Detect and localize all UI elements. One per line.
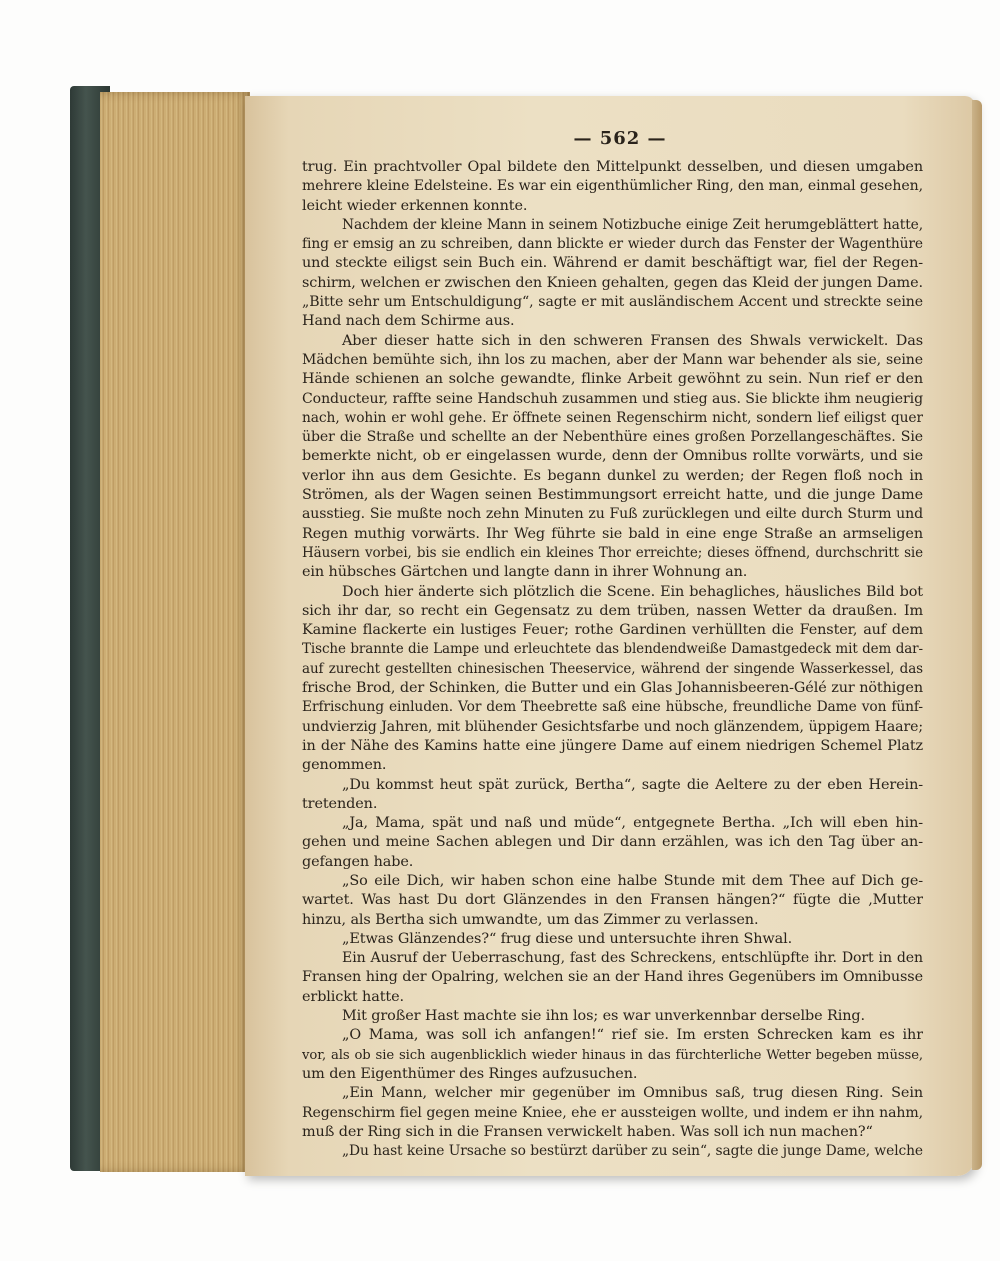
page-block-edges bbox=[100, 92, 250, 1172]
text-line: trug. Ein prachtvoller Opal bildete den Mittelpunkt desselben, und diesen umgaben bbox=[302, 159, 923, 175]
text-line: muß der Ring sich in die Fransen verwickelt haben. Was soll ich nun machen?“ bbox=[302, 1123, 873, 1140]
text-line: „O Mama, was soll ich anfangen!“ rief sie. Im ersten Schrecken kam es ihr bbox=[342, 1027, 923, 1044]
text-line: erblickt hatte. bbox=[302, 988, 404, 1005]
text-line: sich ihr dar, so recht ein Gegensatz zu dem trüben, nassen Wetter da draußen. Im bbox=[302, 602, 923, 619]
text-line: Conducteur, raffte seine Handschuh zusammen und stieg aus. Sie blickte ihm neugierig bbox=[302, 390, 923, 407]
text-line: über die Straße und schellte an der Nebenthüre eines großen Porzellangeschäftes. Sie bbox=[302, 429, 923, 446]
page-right-edge bbox=[972, 100, 982, 1170]
body-text bbox=[302, 158, 923, 1161]
text-line: Doch hier änderte sich plötzlich die Scene. Ein behagliches, häusliches Bild bot bbox=[342, 583, 923, 600]
text-line: Regen muthig vorwärts. Ihr Weg führte sie bald in eine enge Straße an armseligen bbox=[302, 525, 923, 542]
text-line: Hand nach dem Schirme aus. bbox=[302, 313, 515, 330]
text-line: „Bitte sehr um Entschuldigung“, sagte er mit ausländischem Accent und streckte seine bbox=[302, 294, 923, 311]
text-line: um den Eigenthümer des Ringes aufzusuchen. bbox=[302, 1065, 638, 1082]
text-line: in der Nähe des Kamins hatte eine jüngere Dame auf einem niedrigen Schemel Platz bbox=[302, 737, 923, 754]
text-line: vor, als ob sie sich augenblicklich wieder hinaus in das fürchterliche Wetter begeben müsse, bbox=[302, 1047, 923, 1063]
text-line: tretenden. bbox=[302, 795, 378, 812]
page-number: — 562 — bbox=[573, 128, 667, 149]
text-line: und steckte eiligst sein Buch ein. Während er damit beschäftigt war, fiel der Regen- bbox=[302, 255, 923, 272]
text-line: schirm, welchen er zwischen den Knieen gehalten, gegen das Kleid der jungen Dame. bbox=[302, 274, 923, 291]
text-line: „Ja, Mama, spät und naß und müde“, entgegnete Bertha. „Ich will eben hin- bbox=[342, 815, 923, 832]
text-line: „Du kommst heut spät zurück, Bertha“, sagte die Aeltere zu der eben Herein- bbox=[342, 776, 923, 793]
text-line: Strömen, als der Wagen seinen Bestimmungsort erreicht hatte, und die junge Dame bbox=[302, 487, 923, 504]
text-line: Mädchen bemühte sich, ihn los zu machen, aber der Mann war behender als sie, seine bbox=[302, 351, 923, 368]
text-line: Kamine flackerte ein lustiges Feuer; rothe Gardinen verhüllten die Fenster, auf dem bbox=[302, 622, 923, 639]
text-line: bemerkte nicht, ob er eingelassen wurde, denn der Omnibus rollte vorwärts, und sie bbox=[302, 448, 923, 465]
text-line: hinzu, als Bertha sich umwandte, um das Zimmer zu verlassen. bbox=[302, 911, 759, 928]
text-line: „So eile Dich, wir haben schon eine halbe Stunde mit dem Thee auf Dich ge- bbox=[342, 872, 923, 889]
text-line: mehrere kleine Edelsteine. Es war ein eigenthümlicher Ring, den man, einmal gesehen, bbox=[302, 178, 923, 195]
text-line: Erfrischung einluden. Vor dem Theebrette saß eine hübsche, freundliche Dame von fünf- bbox=[302, 699, 923, 716]
text-line: ein hübsches Gärtchen und langte dann in ihrer Wohnung an. bbox=[302, 564, 748, 581]
text-line: Regenschirm fiel gegen meine Kniee, ehe er aussteigen wollte, und indem er ihn nahm, bbox=[302, 1104, 923, 1121]
text-line: Nachdem der kleine Mann in seinem Notizbuche einige Zeit herumgeblättert hatte, bbox=[342, 216, 923, 233]
text-line: verlor ihn aus dem Gesichte. Es begann dunkel zu werden; der Regen floß noch in bbox=[302, 467, 923, 484]
text-line: genommen. bbox=[302, 757, 387, 774]
text-line: Tische brannte die Lampe und erleuchtete das blendendweiße Damastgedeck mit dem dar- bbox=[302, 641, 923, 658]
text-line: Häusern vorbei, bis sie endlich ein kleines Thor erreichte; dieses öffnend, durchschritt sie bbox=[302, 544, 923, 561]
text-line: auf zurecht gestellten chinesischen Theeservice, während der singende Wasserkessel, das bbox=[302, 660, 923, 677]
text-line: „Du hast keine Ursache so bestürzt darüber zu sein“, sagte die junge Dame, welche bbox=[342, 1143, 923, 1160]
text-line: frische Brod, der Schinken, die Butter und ein Glas Johannisbeeren-Gélé zur nöthigen bbox=[302, 680, 923, 697]
text-line: nach, wohin er wohl gehe. Er öffnete seinen Regenschirm nicht, sondern lief eiligst quer bbox=[302, 409, 923, 426]
text-line: wartet. Was hast Du dort Glänzendes in den Fransen hängen?“ fügte die ‚Mutter bbox=[302, 892, 923, 909]
text-line: fing er emsig an zu schreiben, dann blickte er wieder durch das Fenster der Wagenthüre bbox=[302, 236, 923, 253]
text-line: Ein Ausruf der Ueberraschung, fast des Schreckens, entschlüpfte ihr. Dort in den bbox=[342, 950, 923, 967]
text-line: leicht wieder erkennen konnte. bbox=[302, 197, 528, 214]
text-line: Fransen hing der Opalring, welchen sie an der Hand ihres Gegenübers im Omnibusse bbox=[302, 969, 923, 986]
text-line: Mit großer Hast machte sie ihn los; es war unverkennbar derselbe Ring. bbox=[342, 1008, 866, 1025]
text-line: Aber dieser hatte sich in den schweren Fransen des Shwals verwickelt. Das bbox=[342, 332, 923, 349]
text-line: ausstieg. Sie mußte noch zehn Minuten zu Fuß zurücklegen und eilte durch Sturm und bbox=[302, 506, 923, 523]
text-line: gefangen habe. bbox=[302, 853, 414, 870]
text-line: Hände schienen an solche gewandte, flinke Arbeit gewöhnt zu sein. Nun rief er den bbox=[302, 371, 923, 388]
text-line: gehen und meine Sachen ablegen und Dir dann erzählen, was ich den Tag über an- bbox=[302, 834, 923, 851]
text-line: „Etwas Glänzendes?“ frug diese und untersuchte ihren Shwal. bbox=[342, 930, 793, 947]
text-line: „Ein Mann, welcher mir gegenüber im Omnibus saß, trug diesen Ring. Sein bbox=[342, 1085, 923, 1102]
text-line: undvierzig Jahren, mit blühender Gesichtsfarbe und noch glänzendem, üppigem Haare; bbox=[302, 718, 923, 735]
